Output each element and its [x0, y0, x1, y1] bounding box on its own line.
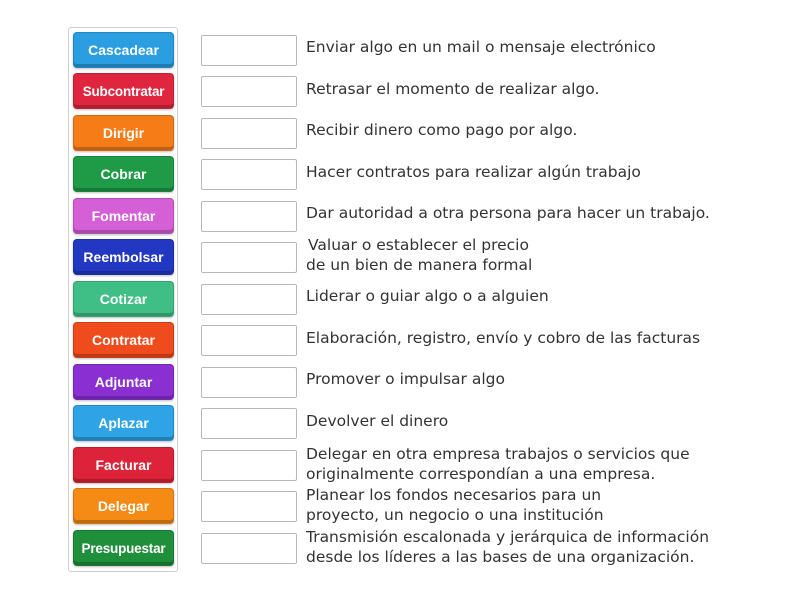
definition-text	[306, 329, 776, 349]
tile-subcontratar[interactable]: Subcontratar	[73, 73, 174, 109]
definition-text	[306, 236, 776, 275]
definition-line: Promover o impulsar algo	[306, 370, 505, 388]
drop-slot[interactable]	[201, 325, 297, 356]
drop-slot[interactable]	[201, 284, 297, 315]
definition-text	[306, 38, 776, 58]
definition-text	[306, 80, 776, 100]
definition-line: Retrasar el momento de realizar algo.	[306, 80, 600, 98]
definition-line: Hacer contratos para realizar algún trabajo	[306, 163, 641, 181]
tile-cobrar[interactable]: Cobrar	[73, 156, 174, 192]
tile-fomentar[interactable]: Fomentar	[73, 198, 174, 234]
definition-line: Transmisión escalonada y jerárquica de información	[306, 528, 710, 546]
drop-slot[interactable]	[201, 76, 297, 107]
drop-slot[interactable]	[201, 408, 297, 439]
definition-line: Valuar o establecer el precio	[308, 236, 529, 254]
definition-text	[306, 204, 776, 224]
tile-cotizar[interactable]: Cotizar	[73, 281, 174, 317]
definition-line: desde los líderes a las bases de una organización.	[306, 547, 695, 566]
definition-line: Liderar o guiar algo o a alguien	[306, 287, 549, 305]
tile-cascadear[interactable]: Cascadear	[73, 32, 174, 68]
tile-aplazar[interactable]: Aplazar	[73, 405, 174, 441]
drop-slot[interactable]	[201, 533, 297, 564]
drop-slot[interactable]	[201, 201, 297, 232]
tile-presupuestar[interactable]: Presupuestar	[73, 530, 174, 566]
definition-line: Delegar en otra empresa trabajos o servicios que	[306, 445, 690, 463]
definition-text	[306, 370, 776, 390]
drop-slot[interactable]	[201, 159, 297, 190]
definition-line: Enviar algo en un mail o mensaje electrónico	[306, 38, 656, 56]
definition-text	[306, 528, 776, 567]
definition-text	[306, 163, 776, 183]
definition-line: Planear los fondos necesarios para un	[306, 486, 602, 504]
drop-slot[interactable]	[201, 118, 297, 149]
tile-facturar[interactable]: Facturar	[73, 447, 174, 483]
definition-line: Devolver el dinero	[306, 412, 449, 430]
definition-text	[306, 486, 776, 525]
tile-contratar[interactable]: Contratar	[73, 322, 174, 358]
tile-reembolsar[interactable]: Reembolsar	[73, 239, 174, 275]
definition-line: Recibir dinero como pago por algo.	[306, 121, 578, 139]
drop-slot[interactable]	[201, 367, 297, 398]
drop-slot[interactable]	[201, 450, 297, 481]
definition-line: originalmente correspondían a una empresa.	[306, 464, 656, 483]
tile-adjuntar[interactable]: Adjuntar	[73, 364, 174, 400]
tile-delegar[interactable]: Delegar	[73, 488, 174, 524]
definition-text	[306, 412, 776, 432]
tile-dirigir[interactable]: Dirigir	[73, 115, 174, 151]
definition-line: Elaboración, registro, envío y cobro de las facturas	[306, 329, 701, 347]
drop-slot[interactable]	[201, 35, 297, 66]
definition-text	[306, 121, 776, 141]
definition-line: de un bien de manera formal	[306, 255, 533, 274]
definition-text	[306, 287, 776, 307]
definition-line: Dar autoridad a otra persona para hacer un trabajo.	[306, 204, 710, 222]
drop-slot[interactable]	[201, 491, 297, 522]
definition-line: proyecto, un negocio o una institución	[306, 505, 604, 524]
definition-text	[306, 445, 776, 484]
drop-slot[interactable]	[201, 242, 297, 273]
